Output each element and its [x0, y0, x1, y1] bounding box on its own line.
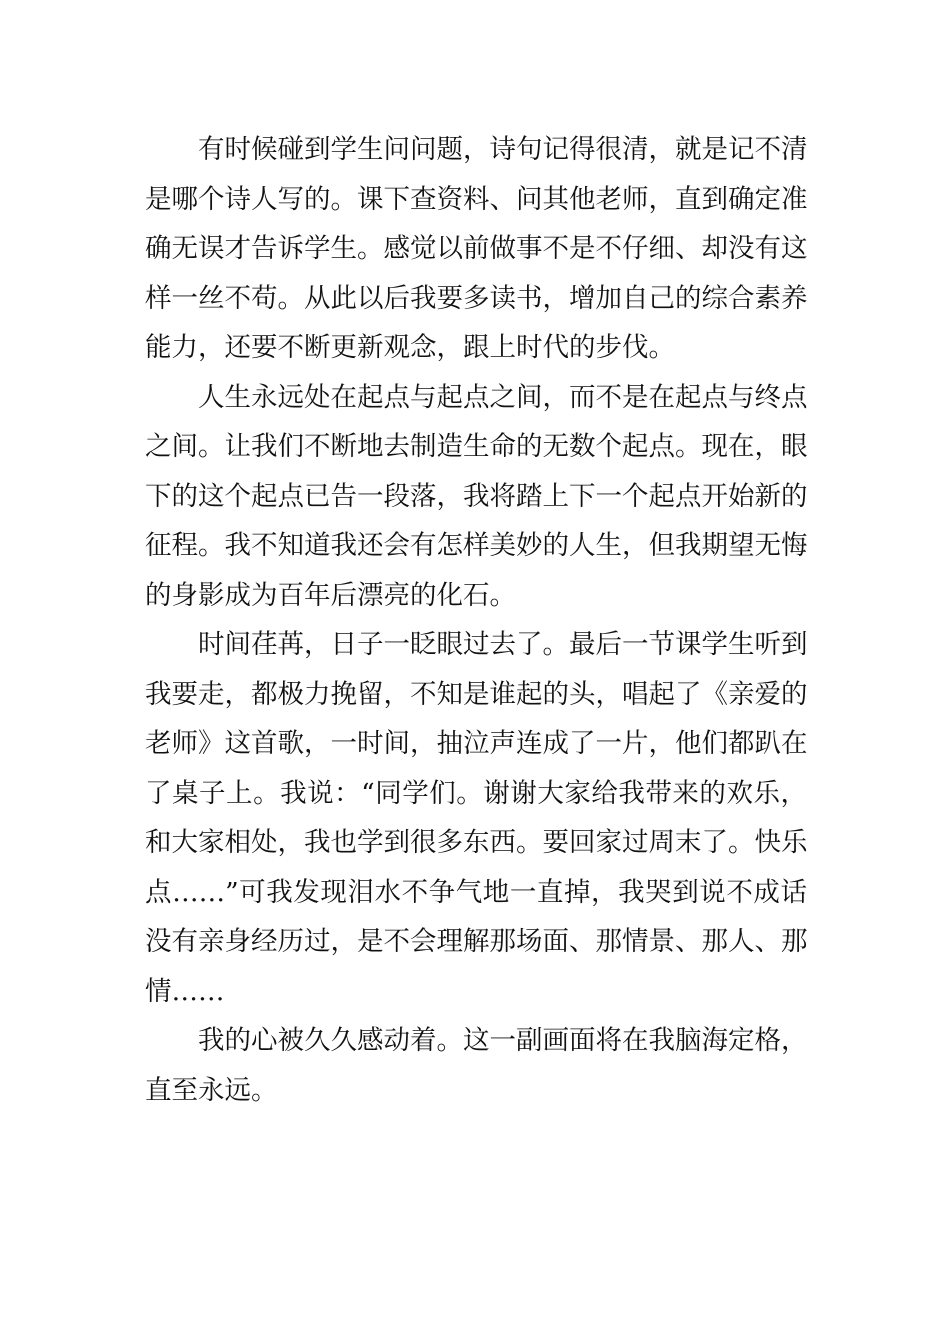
text-line: 能力，还要不断更新观念，跟上时代的步伐。	[145, 332, 675, 363]
paragraph-3	[145, 620, 807, 1016]
text-line: 老师》这首歌，一时间，抽泣声连成了一片，他们都趴在	[145, 728, 808, 759]
text-line: 我要走，都极力挽留，不知是谁起的头，唱起了《亲爱的	[145, 678, 808, 710]
text-line: 点……”可我发现泪水不争气地一直掉，我哭到说不成话	[145, 876, 807, 908]
text-line: 和大家相处，我也学到很多东西。要回家过周末了。快乐	[145, 827, 808, 858]
text-line: 有时候碰到学生问问题，诗句记得很清，就是记不清	[198, 134, 808, 165]
text-line: 征程。我不知道我还会有怎样美妙的人生，但我期望无悔	[145, 530, 808, 561]
document-body	[145, 125, 807, 1115]
text-line: 之间。让我们不断地去制造生命的无数个起点。现在，眼	[145, 431, 808, 462]
text-line: 的身影成为百年后漂亮的化石。	[145, 579, 516, 611]
paragraph-2	[145, 373, 807, 621]
text-line: 人生永远处在起点与起点之间，而不是在起点与终点	[198, 381, 808, 413]
text-line: 是哪个诗人写的。课下查资料、问其他老师，直到确定准	[145, 183, 808, 215]
paragraph-1	[145, 125, 807, 373]
text-line: 确无误才告诉学生。感觉以前做事不是不仔细、却没有这	[145, 233, 808, 264]
text-line: 时间荏苒，日子一眨眼过去了。最后一节课学生听到	[198, 629, 808, 660]
text-line: 样一丝不苟。从此以后我要多读书，增加自己的综合素养	[145, 282, 808, 314]
text-line: 下的这个起点已告一段落，我将踏上下一个起点开始新的	[145, 480, 808, 512]
text-line: 了桌子上。我说：“同学们。谢谢大家给我带来的欢乐，	[145, 777, 807, 809]
paragraph-4	[145, 1016, 807, 1115]
text-line: 直至永远。	[145, 1074, 278, 1106]
text-line: 情……	[145, 975, 225, 1007]
text-line: 我的心被久久感动着。这一副画面将在我脑海定格，	[198, 1025, 808, 1056]
text-line: 没有亲身经历过，是不会理解那场面、那情景、那人、那	[145, 926, 808, 957]
